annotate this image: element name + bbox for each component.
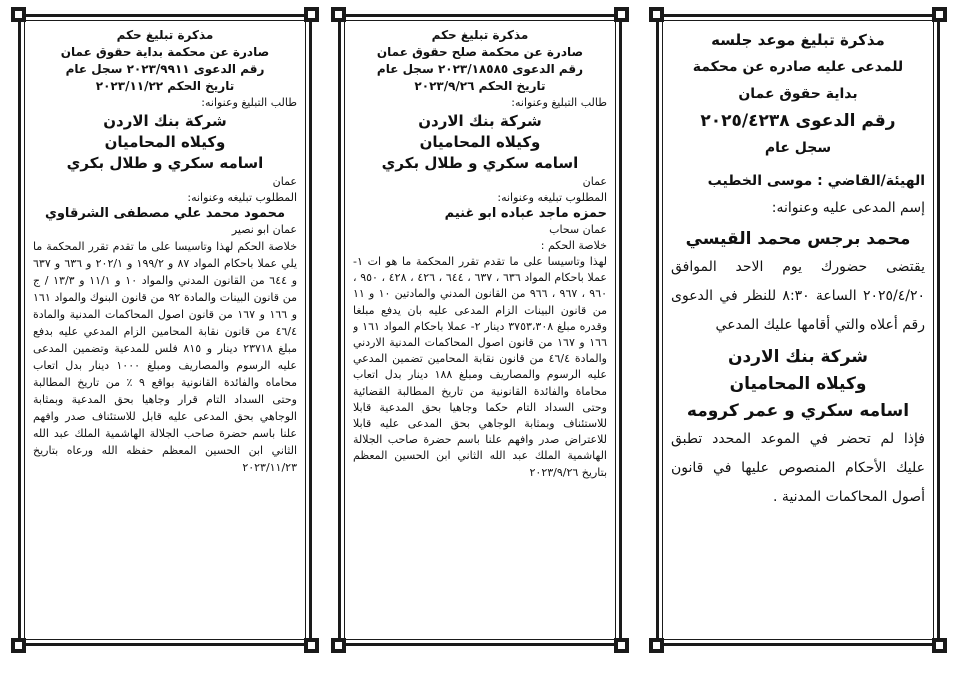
summary-label: خلاصة الحكم :	[540, 239, 607, 252]
requester-label: طالب التبليغ وعنوانه:	[201, 96, 297, 109]
corner-ornament	[649, 7, 664, 22]
target-address: عمان ابو نصير	[231, 223, 297, 236]
target-address: عمان سحاب	[549, 223, 607, 236]
corner-ornament	[11, 638, 26, 653]
attorneys-names: اسامه سكري و طلال بكري	[381, 154, 579, 172]
notice-title: مذكرة تبليغ موعد جلسه	[711, 31, 885, 49]
defendant-label: إسم المدعى عليه وعنوانه:	[771, 200, 925, 216]
notice-title: مذكرة تبليغ حكم	[431, 28, 529, 42]
court-name: بداية حقوق عمان	[738, 86, 858, 102]
judgment-body: لهذا وتاسيسا على ما تقدم تقرر المحكمة ما هو ات ١- عملا باحكام المواد ٦٣٦ ، ٦٣٧ ، ٦٤٤ ، ٤٢٦ ، ٤٢٨ ، ٩٥٠ ، ٩٦٠ ، ٩٦٧ ، ٩٦٦ من القانون المدني والمادتين ١٠ و ١١ من قانون البينات الزام المدعى عليه بان يدفع مبلغا وقدره مبلغ ٣٧٥٣،٣٠٨ دينار ٢- عملا باحكام المواد ١٦١ و ١٦٦ و ١٦٧ من قانون اصول المحاكمات المدنية الاردني والمادة ٤٦/٤ من قانون نقابة المحامين تضمين المدعي عليه الرسوم والمصاريف ومبلغ ١٨٨ دينار بدل اتعاب محاماة والفائدة القانونية من تاريخ المطالبة القضائية وحتى السداد التام حكما وجاهيا بحق المدعية قابلا للاستئناف وبمثابة الوجاهي بحق المدعى عليه قابلا للاعتراض صدر وافهم علنا باسم حضرة صاحب الجلالة الهاشمية الملك عبد الله الثاني ابن الحسين المعظم بتاريخ ٢٠٢٣/٩/٢٦	[353, 255, 607, 479]
case-number: رقم الدعوى ٢٠٢٣/٩٩١١ سجل عام	[65, 62, 265, 76]
judgment-date: تاريخ الحكم ٢٠٢٣/٩/٢٦	[414, 79, 546, 93]
attorneys-label: وكيلاه المحاميان	[729, 374, 867, 394]
judgment-notice-panel-2	[18, 14, 312, 646]
plaintiff-name: شركة بنك الاردن	[728, 347, 868, 367]
attorneys-names: اسامه سكري و طلال بكري	[66, 154, 264, 172]
court-line: صادرة عن محكمة بداية حقوق عمان	[60, 45, 270, 59]
corner-ornament	[932, 638, 947, 653]
case-number: رقم الدعوى ٢٠٢٥/٤٢٣٨	[700, 111, 896, 131]
corner-ornament	[932, 7, 947, 22]
corner-ornament	[11, 7, 26, 22]
defendant-name: محمد برجس محمد القيسي	[685, 229, 911, 249]
court-line: صادرة عن محكمة صلح حقوق عمان	[376, 45, 584, 59]
target-name: محمود محمد علي مصطفى الشرقاوي	[44, 206, 286, 221]
attorneys-names: اسامه سكري و عمر كرومه	[686, 401, 910, 421]
corner-ornament	[649, 638, 664, 653]
judgment-date: تاريخ الحكم ٢٠٢٣/١١/٢٢	[95, 79, 235, 93]
attorneys-label: وكيلاه المحاميان	[104, 133, 226, 151]
plaintiff-name: شركة بنك الاردن	[103, 112, 227, 130]
corner-ornament	[614, 7, 629, 22]
corner-ornament	[304, 7, 319, 22]
target-name: حمزه ماجد عباده ابو غنيم	[444, 206, 607, 221]
corner-ornament	[614, 638, 629, 653]
requester-label: طالب التبليغ وعنوانه:	[511, 96, 607, 109]
issuer-line: للمدعى عليه صادره عن محكمة	[692, 59, 904, 75]
hearing-notice-text: يقتضى حضورك يوم الاحد الموافق ٢٠٢٥/٤/٢٠ الساعة ٨:٣٠ للنظر في الدعوى رقم أعلاه والتي أقامها عليك المدعي	[671, 259, 925, 333]
case-number: رقم الدعوى ٢٠٢٣/١٨٥٨٥ سجل عام	[376, 62, 584, 76]
corner-ornament	[331, 7, 346, 22]
warning-text: فإذا لم تحضر في الموعد المحدد تطبق عليك الأحكام المنصوص عليها في قانون أصول المحاكمات المدنية .	[671, 431, 925, 505]
judge-line: الهيئة/القاضي : موسى الخطيب	[707, 173, 925, 189]
notice-title: مذكرة تبليغ حكم	[116, 28, 214, 42]
hearing-notice-panel	[656, 14, 940, 646]
corner-ornament	[331, 638, 346, 653]
city-label: عمان	[582, 175, 607, 188]
city-label: عمان	[272, 175, 297, 188]
judgment-notice-panel-1	[338, 14, 622, 646]
attorneys-label: وكيلاه المحاميان	[419, 133, 541, 151]
target-label: المطلوب تبليغه وعنوانه:	[497, 191, 607, 204]
registry-label: سجل عام	[764, 140, 832, 156]
corner-ornament	[304, 638, 319, 653]
target-label: المطلوب تبليغه وعنوانه:	[187, 191, 297, 204]
plaintiff-name: شركة بنك الاردن	[418, 112, 542, 130]
judgment-body: خلاصة الحكم لهذا وتاسيسا على ما تقدم تقرر المحكمة ما يلي عملا باحكام المواد ٨٧ و ١٩٩/٢ و ٢٠٢/١ و ٦٣٦ و ٦٣٧ و ٦٤٤ من القانون المدني والمواد ١٠ و ١١/١ و ١٣/٣ / ج من قانون البينات والمادة ٩٢ من قانون البنوك والمواد ١٦١ و ١٦٦ و ١٦٧ من قانون اصول المحاكمات المدنية والمادة ٤٦/٤ من قانون نقابة المحامين الزام المدعي عليه بدفع مبلغ ٢٣٧١٨ دينار و ٨١٥ فلس للمدعية وتضمين المدعى عليه الرسوم والمصاريف ومبلغ ١٠٠٠ دينار بدل اتعاب محاماه والفائدة القانونية بواقع ٩ ٪ من تاريخ المطالبة وحتى السداد التام قرار وجاهيا بحق المدعية وبمثابة الوجاهي بحق المدعى عليه قابل للاستئناف صدر وافهم علنا باسم حضرة صاحب الجلالة الهاشمية الملك عبد الله الثاني ابن الحسين المعظم حفظه الله ورعاه بتاريخ ٢٠٢٣/١١/٢٣	[33, 240, 297, 474]
